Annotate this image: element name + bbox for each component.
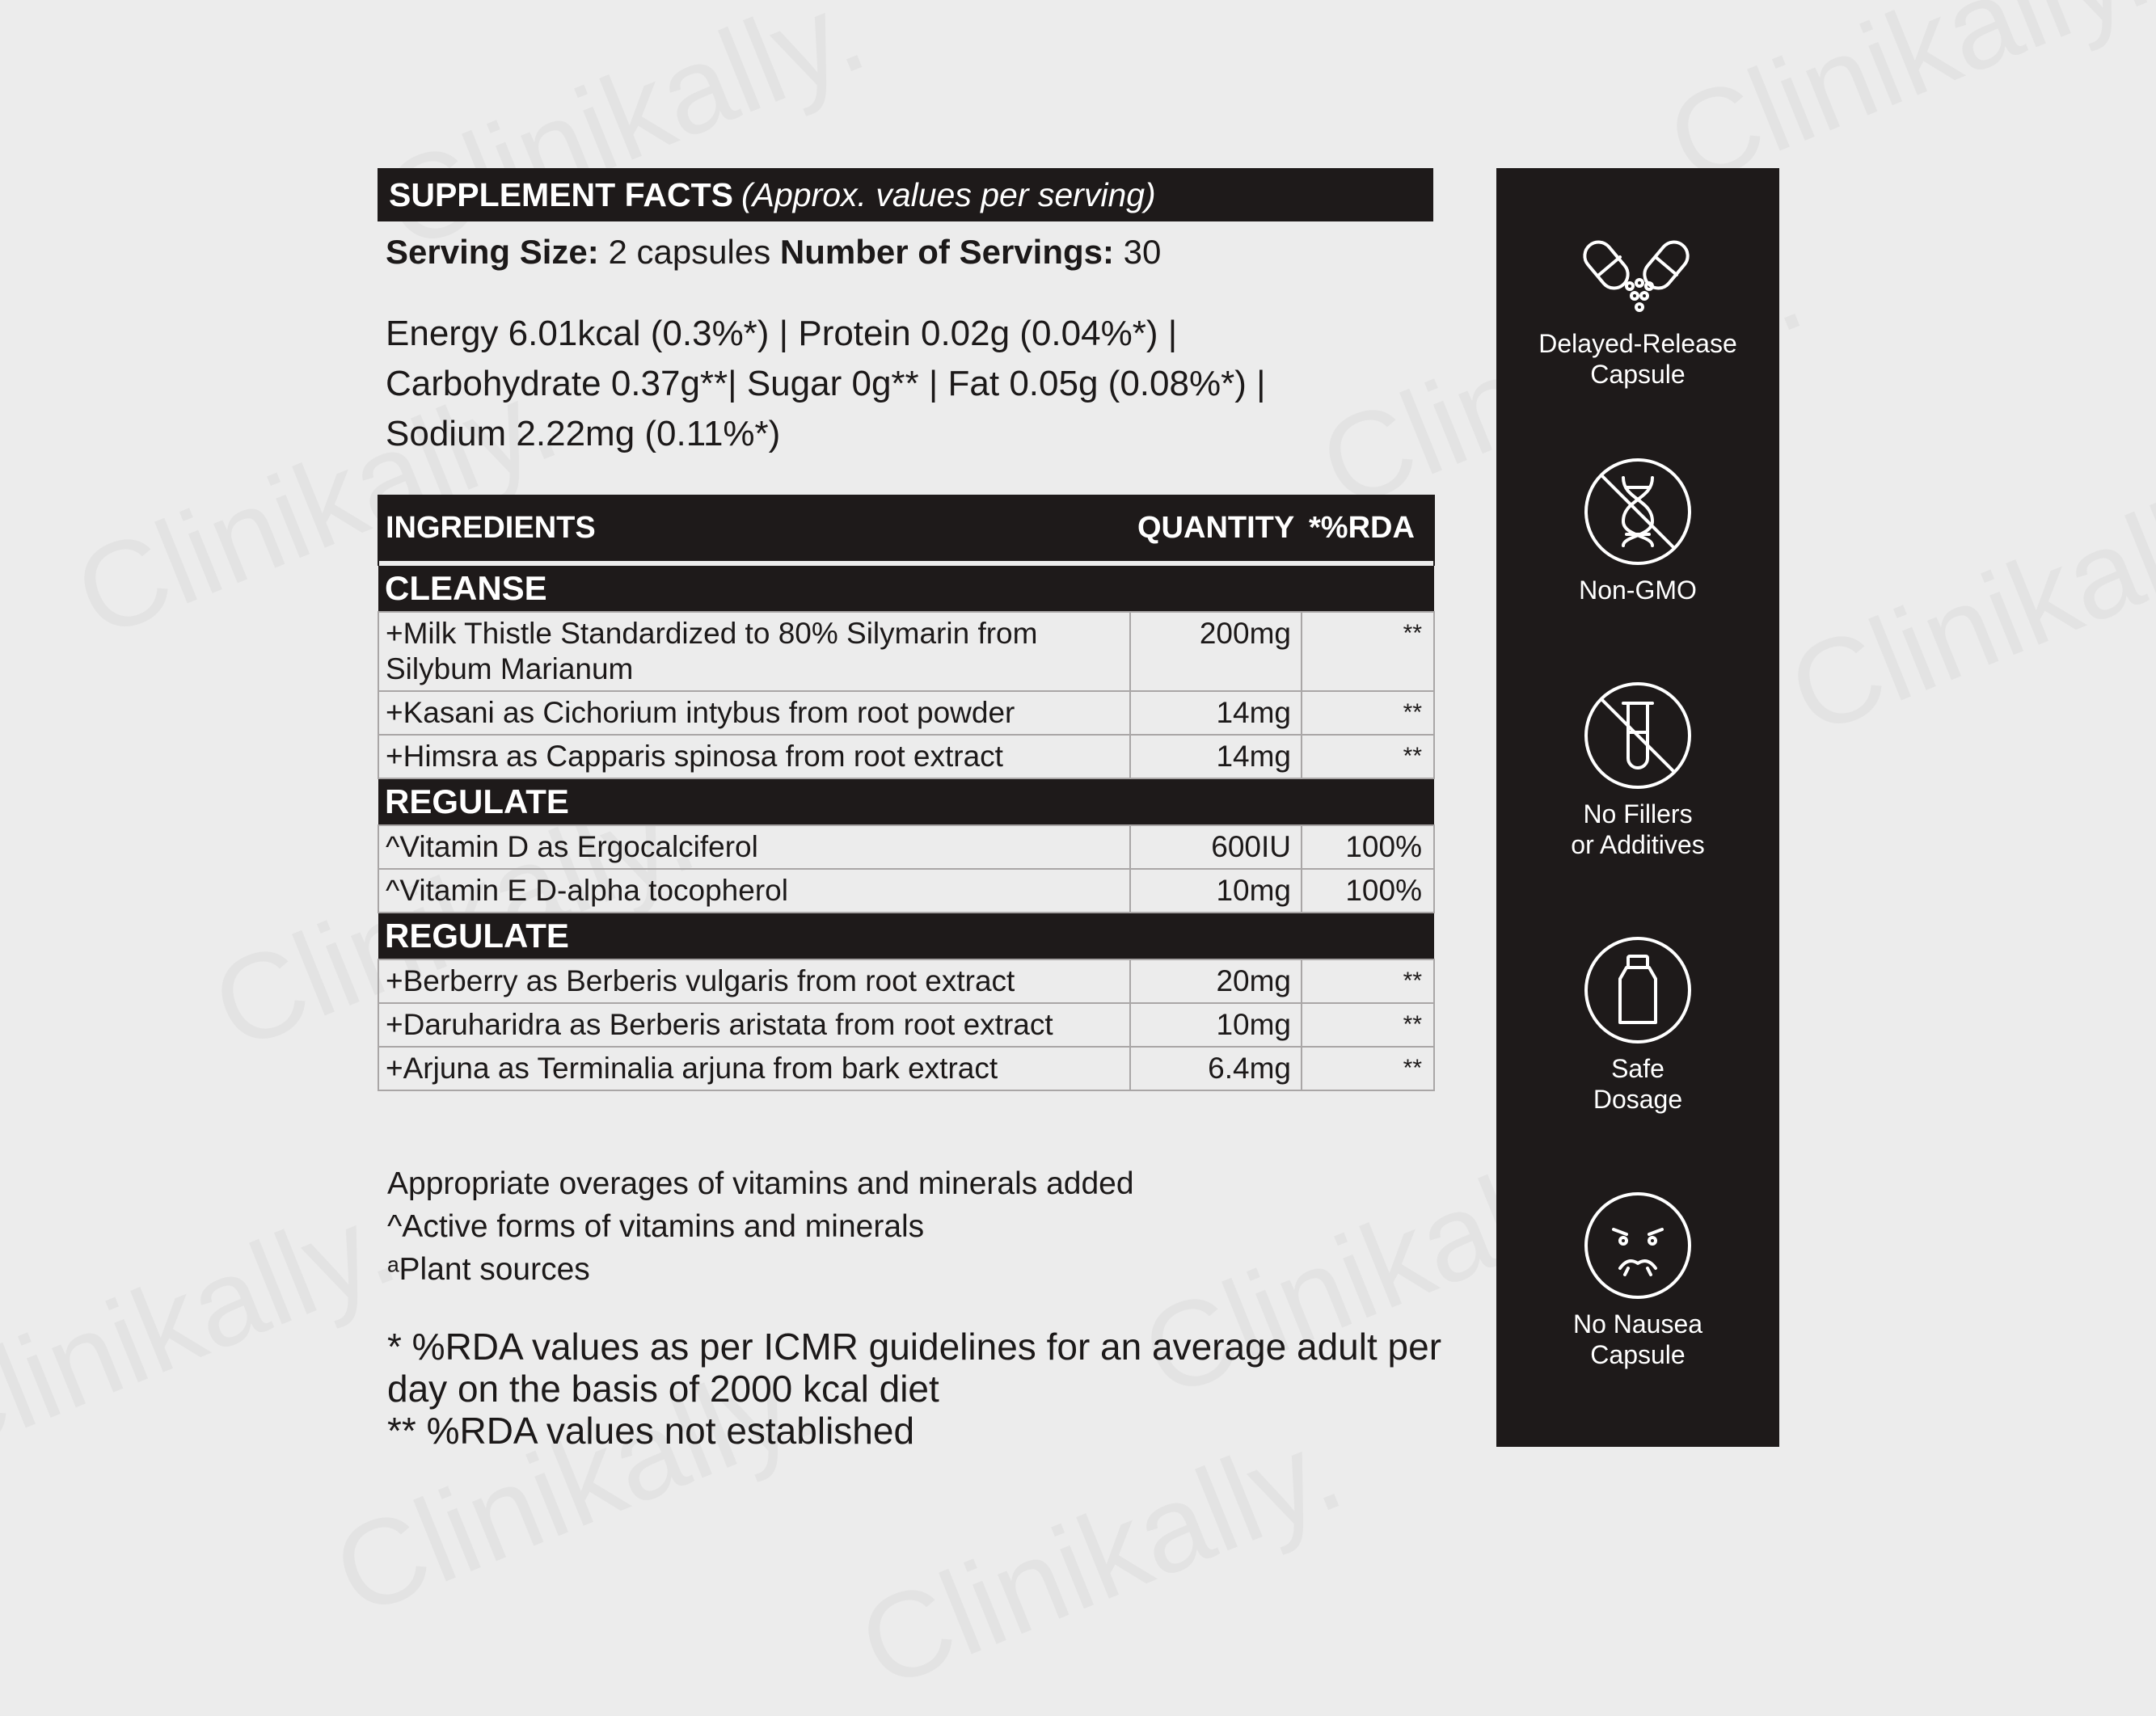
ingredient-cell: +Berberry as Berberis vulgaris from root extract [378,959,1130,1003]
rda-cell: ** [1302,1003,1434,1047]
feature-label: Non-GMO [1579,576,1697,605]
safe-dosage-icon [1581,934,1694,1047]
nutrition-line: Energy 6.01kcal (0.3%*) | Protein 0.02g (0.04%*) | [386,314,1178,353]
ingredient-cell: +Arjuna as Terminalia arjuna from bark extract [378,1047,1130,1090]
rda-cell: ** [1302,612,1434,691]
column-header-quantity: QUANTITY [1130,495,1302,560]
footnote-line: * %RDA values as per ICMR guidelines for an average adult per day on the basis of 2000 kcal diet [387,1326,1442,1410]
quantity-cell: 14mg [1130,735,1302,778]
ingredient-cell: +Kasani as Cichorium intybus from root powder [378,691,1130,735]
table-row [378,825,1434,869]
feature-label: No Fillers or Additives [1571,799,1705,859]
table-row [378,1003,1434,1047]
feature-label: No Nausea Capsule [1572,1309,1703,1369]
quantity-cell: 6.4mg [1130,1047,1302,1090]
servings-count-value: 30 [1123,233,1162,271]
rda-cell: ** [1302,1047,1434,1090]
column-header-ingredients: INGREDIENTS [378,495,1130,560]
table-row [378,959,1434,1003]
table-row [378,691,1434,735]
feature-non-gmo [1496,455,1779,605]
quantity-cell: 14mg [1130,691,1302,735]
nutrition-line: Carbohydrate 0.37g**| Sugar 0g** | Fat 0.05g (0.08%*) | [386,364,1266,403]
header-subtitle: (Approx. values per serving) [740,175,1156,213]
feature-no-nausea [1496,1189,1779,1370]
supplement-facts-header [378,168,1433,221]
rda-footnotes [387,1326,1470,1452]
rda-cell: ** [1302,735,1434,778]
features-sidebar [1496,168,1779,1447]
ingredients-table [378,495,1435,1091]
header-title: SUPPLEMENT FACTS [389,175,733,213]
nutrition-summary [386,309,1445,459]
table-row [378,612,1434,691]
quantity-cell: 600IU [1130,825,1302,869]
ingredient-cell: +Daruharidra as Berberis aristata from root extract [378,1003,1130,1047]
rda-cell: ** [1302,691,1434,735]
feature-safe-dosage [1496,934,1779,1115]
no-nausea-icon [1581,1189,1694,1302]
section-heading: CLEANSE [378,566,1434,612]
footnote-line: ** %RDA values not established [387,1410,915,1452]
ingredient-cell: +Milk Thistle Standardized to 80% Silymarin from Silybum Marianum [378,612,1130,691]
ingredient-cell: ^Vitamin D as Ergocalciferol [378,825,1130,869]
serving-size-value: 2 capsules [608,233,771,271]
rda-cell: 100% [1302,825,1434,869]
note-line: Appropriate overages of vitamins and minerals added [387,1166,1134,1201]
servings-count-label: Number of Servings: [779,233,1114,271]
delayed-release-capsule-icon [1581,233,1694,322]
no-fillers-icon [1581,679,1694,792]
note-line: ᵃPlant sources [387,1252,590,1287]
serving-info [386,233,1161,272]
watermark [1770,445,2156,763]
feature-label: Delayed-Release Capsule [1538,329,1737,389]
ingredient-cell: ^Vitamin E D-alpha tocopherol [378,869,1130,913]
quantity-cell: 20mg [1130,959,1302,1003]
feature-label: Safe Dosage [1593,1054,1683,1114]
section-heading: REGULATE [378,913,1434,959]
nutrition-line: Sodium 2.22mg (0.11%*) [386,414,781,453]
column-header-rda: *%RDA [1302,495,1434,560]
watermark [0,1172,414,1490]
note-line: ^Active forms of vitamins and minerals [387,1209,925,1244]
quantity-cell: 200mg [1130,612,1302,691]
rda-cell: ** [1302,959,1434,1003]
ingredient-cell: +Himsra as Capparis spinosa from root extract [378,735,1130,778]
quantity-cell: 10mg [1130,869,1302,913]
section-heading: REGULATE [378,778,1434,825]
feature-delayed-release [1496,233,1779,390]
rda-cell: 100% [1302,869,1434,913]
serving-size-label: Serving Size: [386,233,599,271]
table-notes [387,1162,1134,1291]
feature-no-fillers [1496,679,1779,860]
table-row [378,1047,1434,1090]
quantity-cell: 10mg [1130,1003,1302,1047]
non-gmo-icon [1581,455,1694,568]
table-row [378,735,1434,778]
table-row [378,869,1434,913]
table-header-row [378,495,1434,560]
